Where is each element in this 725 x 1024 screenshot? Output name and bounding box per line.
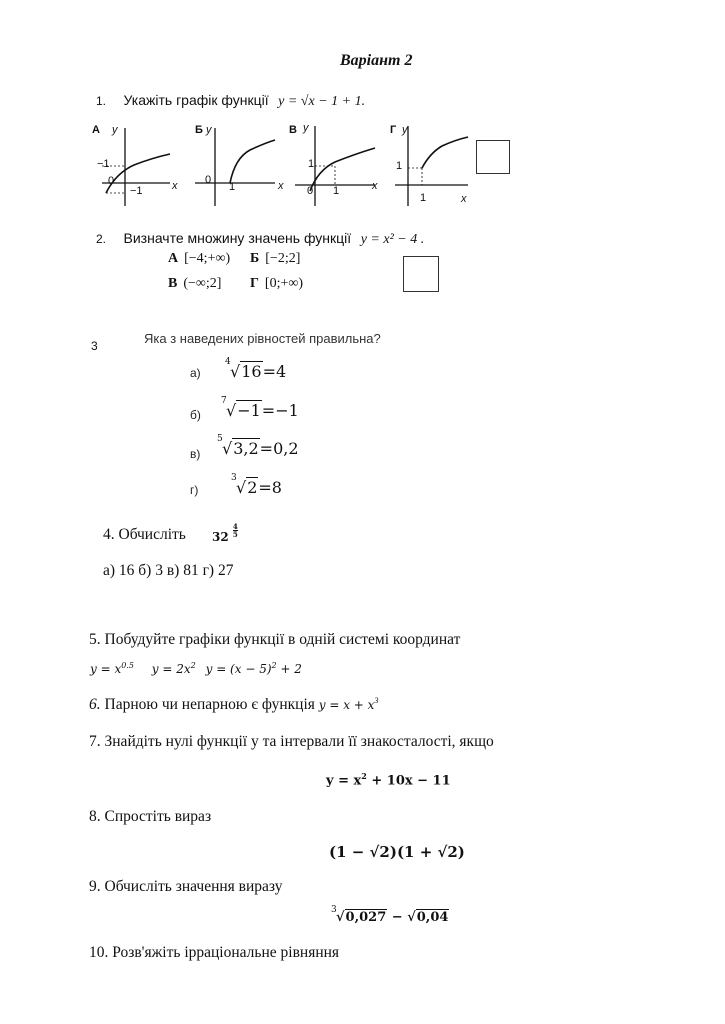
q9-radicand-2: 0,04 (416, 910, 449, 925)
q3-option-d (190, 481, 198, 499)
graph-b (195, 128, 275, 206)
question-4-text: 4. Обчисліть (103, 526, 186, 543)
q3-option-d-letter: г) (190, 483, 199, 497)
q3-option-c-radicand: 3,2 (233, 439, 259, 458)
question-1 (96, 92, 365, 110)
q3-option-c-rest: =0,2 (259, 439, 299, 458)
question-6-formula: y = x + x (318, 698, 375, 713)
q5-f1-exp: 0.5 (121, 661, 134, 670)
graph-c-tick-3: 1 (333, 185, 340, 197)
q2-option-a-value: [−4;+∞) (184, 251, 231, 266)
question-5-text: 5. Побудуйте графіки функції в одній системі координат (89, 631, 461, 648)
graph-b-letter: Б (195, 124, 203, 136)
graph-d-letter: Г (390, 124, 397, 136)
graph-d-tick-1: 1 (396, 160, 403, 172)
q2-option-d-letter: Г (250, 276, 259, 291)
question-6 (89, 696, 378, 714)
graph-c-tick-2: 0 (307, 185, 314, 197)
q5-f2: y = 2x (151, 662, 191, 676)
question-1-text: Укажіть графік функції (123, 92, 269, 108)
graph-c-tick-1: 1 (308, 158, 315, 170)
question-5-formulas (90, 661, 302, 676)
graph-a-axis-y: y (112, 124, 118, 136)
graph-b-tick-1: 0 (205, 174, 212, 186)
graph-b-axis-x: x (278, 180, 284, 192)
graph-c-letter: В (289, 124, 297, 136)
q2-option-b-value: [−2;2] (265, 251, 301, 266)
graph-a-tick-2: −1 (130, 185, 143, 197)
q3-option-b-expr: 7 √−1=−1 (221, 396, 299, 420)
q3-option-b-index: 7 (221, 396, 227, 406)
q5-f3-tail: + 2 (276, 662, 302, 676)
question-4-exp-den: 5 (232, 530, 238, 539)
question-4-answers: а) 16 б) 3 в) 81 г) 27 (103, 562, 234, 579)
question-6-formula-exp: 3 (374, 696, 379, 705)
q9-cube-index: 3 (331, 905, 337, 915)
q3-option-c-expr: 5 √3,2=0,2 (217, 434, 299, 458)
q7-formula-exp: 2 (361, 771, 367, 781)
question-8-text: 8. Спростіть вираз (89, 808, 212, 825)
q3-option-c-index: 5 (217, 434, 223, 444)
q3-option-b (190, 406, 201, 424)
question-3-text: Яка з наведених рівностей правильна? (144, 331, 381, 346)
q3-option-d-rest: =8 (258, 478, 282, 497)
question-1-number: 1. (96, 94, 107, 108)
q2-option-d-value: [0;+∞) (264, 276, 304, 291)
graph-a-tick-1: −1 (97, 158, 110, 170)
graph-a-letter: А (92, 124, 100, 136)
q9-radicand-1: 0,027 (345, 910, 387, 925)
q3-option-a-radicand: 16 (241, 362, 262, 381)
answer-box-1[interactable] (476, 140, 510, 174)
question-4-power (212, 522, 238, 544)
q3-option-a-index: 4 (225, 357, 231, 367)
q3-option-b-rest: =−1 (261, 401, 299, 420)
question-9-text: 9. Обчисліть значення виразу (89, 878, 283, 895)
q3-option-a-expr: 4 √16=4 (225, 357, 287, 381)
q3-option-d-index: 3 (231, 473, 237, 483)
graph-c-axis-y: y (303, 122, 309, 134)
question-2 (96, 230, 424, 248)
question-2-formula: y = x² − 4 . (360, 232, 425, 247)
q2-option-c-letter: В (168, 276, 178, 291)
q3-option-a-letter: а) (190, 366, 201, 380)
question-6-text: Парною чи непарною є функція (100, 696, 315, 714)
q3-option-d-radicand: 2 (247, 478, 258, 497)
q3-option-d-expr: 3 √2=8 (231, 473, 282, 497)
q7-formula-b: + 10x − 11 (366, 773, 451, 789)
q2-option-b-letter: Б (250, 251, 260, 266)
question-4-exp-num: 4 (232, 522, 238, 531)
graph-d-axis-x: x (461, 193, 467, 205)
question-7-formula (326, 771, 451, 788)
q3-option-a (190, 364, 201, 382)
q7-formula-a: y = x (326, 773, 362, 789)
q2-option-a-letter: А (168, 251, 179, 266)
q3-option-c (190, 445, 200, 463)
question-6-number: 6. (89, 696, 101, 714)
question-7-text: 7. Знайдіть нулі функції у та інтервали її знакосталості, якщо (89, 733, 494, 750)
q5-f2-exp: 2 (190, 661, 196, 670)
graph-d (395, 126, 468, 206)
page-title: Варіант 2 (340, 52, 413, 69)
question-2-text: Визначте множину значень функції (123, 230, 352, 246)
graph-d-axis-y: y (402, 124, 408, 136)
question-10-text: 10. Розв'яжіть ірраціональне рівняння (89, 944, 340, 961)
question-8-formula: (1 − √2)(1 + √2) (329, 843, 465, 861)
graph-c-axis-x: x (372, 180, 378, 192)
question-1-graphs (90, 118, 470, 213)
graph-d-tick-2: 1 (420, 192, 427, 204)
q5-f1: y = x (90, 662, 122, 676)
q5-f3-exp: 2 (271, 661, 277, 670)
question-2-number: 2. (96, 232, 107, 246)
q2-option-d (250, 276, 303, 292)
q5-f3: y = (x − 5) (205, 662, 272, 676)
q3-option-a-rest: =4 (262, 362, 287, 381)
question-9-formula: 3 √0,027 − √0,04 (331, 905, 449, 925)
q3-option-b-radicand: −1 (237, 401, 261, 420)
graph-a-tick-3: 0 (108, 175, 115, 187)
q2-option-c (168, 276, 221, 292)
q2-option-c-value: (−∞;2] (183, 276, 222, 291)
q2-option-a (168, 251, 230, 267)
question-3-number: 3 (91, 339, 98, 353)
graph-a-axis-x: x (172, 180, 178, 192)
q3-option-c-letter: в) (190, 447, 201, 461)
question-4-base: 32 (212, 530, 229, 544)
q3-option-b-letter: б) (190, 408, 201, 422)
graph-b-tick-2: 1 (229, 181, 236, 193)
graph-b-axis-y: y (206, 124, 212, 136)
q2-option-b (250, 251, 300, 267)
answer-box-2[interactable] (403, 256, 439, 292)
question-1-formula: y = √x − 1 + 1. (278, 94, 366, 109)
q9-minus: − (387, 910, 408, 925)
